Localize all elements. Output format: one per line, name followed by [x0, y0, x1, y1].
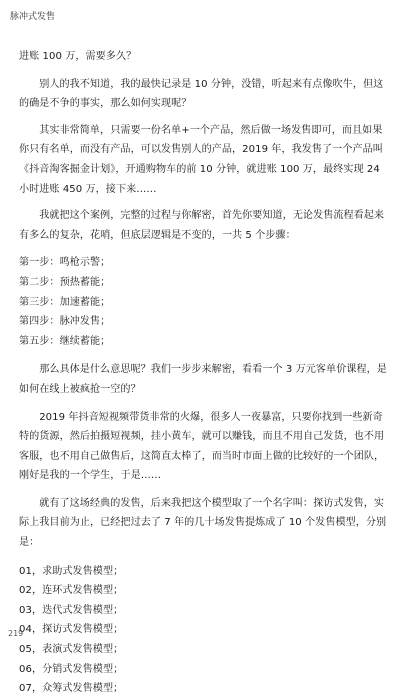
- models-list: [19, 562, 389, 699]
- list-item: 第五步：继续蓄能；: [19, 335, 111, 347]
- paragraph-models-intro: 就有了这场经典的发售，后来我把这个模型取了一个名字叫：探访式发售，实际上我目前为止，已经把过去了 7 年的几十场发售提炼成了 10 个发售模型，分别是：: [19, 497, 387, 549]
- paragraph-case-intro: 我就把这个案例，完整的过程与你解密，首先你要知道，无论发售流程看起来有多么的复杂，花哨，但底层逻辑是不变的，一共 5 个步骤：: [19, 210, 385, 241]
- paragraph-record: 别人的我不知道，我的最快记录是 10 分钟，没错，听起来有点像吹牛，但这的确是不争的事实，那么如何实现呢？: [19, 78, 384, 110]
- list-item: 第一步：鸣枪示警；: [19, 257, 111, 269]
- steps-list: [19, 253, 389, 351]
- list-item: 第四步：脉冲发售；: [19, 316, 111, 328]
- list-item: 03，迭代式发售模型；: [19, 604, 124, 616]
- list-item: 05，表演式发售模型；: [19, 644, 124, 656]
- page-number: 219: [8, 629, 24, 638]
- paragraph-background: 2019 年抖音短视频带货非常的火爆，很多人一夜暴富，只要你找到一些新奇特的货源，然后拍摄短视频，挂小黄车，就可以赚钱，而且不用自己发货，也不用客服，也不用自己做售后，这简直太棒了，而当时市面上做的比较好的一个团队，刚好是我的一个学生，于是……: [19, 411, 385, 482]
- paragraph-question: 进账 100 万，需要多久？: [19, 51, 137, 62]
- list-item: 第三步：加速蓄能；: [19, 296, 111, 308]
- paragraph-explain: 那么具体是什么意思呢？我们一步步来解密，看看一个 3 万元客单价课程，是如何在线上被疯抢一空的？: [19, 364, 387, 395]
- page-body: [19, 47, 389, 699]
- paragraph-method: 其实非常简单，只需要一份名单+一个产品，然后做一场发售即可，而且如果你只有名单，而没有产品，可以发售别人的产品，2019 年，我发售了一个产品叫《抖音淘客掘金计划》，开通购物车的前 10 分钟，就进账 100 万，最终实现 24 小时进账 450 万，接下来……: [19, 124, 383, 195]
- list-item: 01，求助式发售模型；: [19, 565, 124, 577]
- list-item: 02，连环式发售模型；: [19, 585, 124, 597]
- list-item: 04，探访式发售模型；: [19, 624, 124, 636]
- list-item: 第二步：预热蓄能；: [19, 276, 111, 288]
- list-item: 07，众筹式发售模型；: [19, 683, 124, 695]
- list-item: 06，分销式发售模型；: [19, 663, 124, 675]
- running-header-title: 脉冲式发售: [10, 12, 56, 22]
